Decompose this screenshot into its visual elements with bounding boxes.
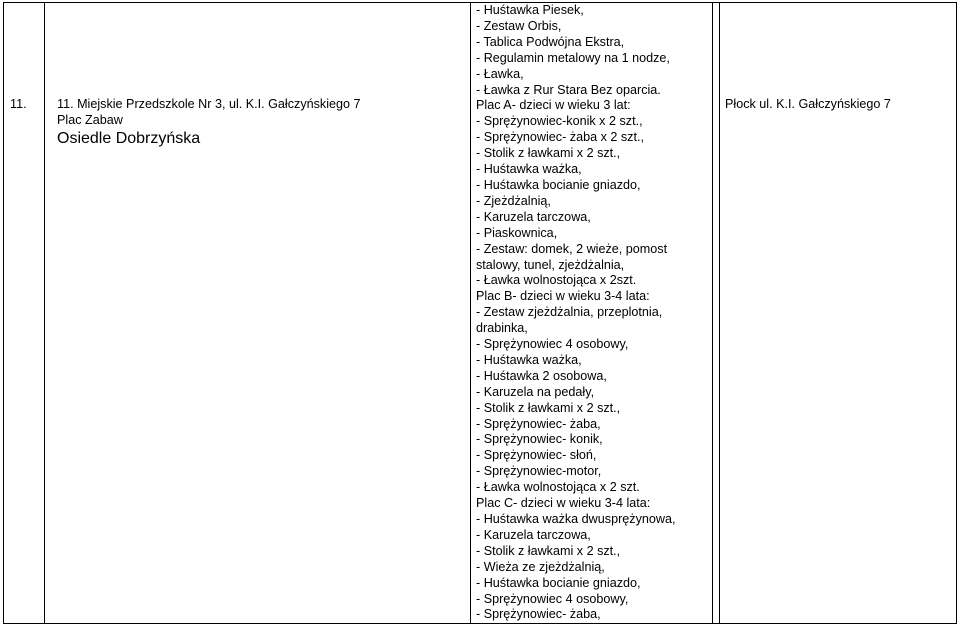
equipment-item: - Regulamin metalowy na 1 nodze, [476, 50, 670, 65]
equipment-item: - Zestaw Orbis, [476, 18, 562, 33]
address-cell [720, 3, 957, 624]
equipment-item: - Sprężynowiec- żaba x 2 szt., [476, 130, 644, 145]
equipment-item: - Zestaw: domek, 2 wieże, pomost [476, 241, 668, 256]
equipment-item: - Huśtawka ważka, [476, 162, 582, 177]
equipment-item: - Huśtawka bocianie gniazdo, [476, 575, 641, 590]
equipment-item: - Ławka wolnostojąca x 2 szt. [476, 480, 640, 495]
equipment-item: - Huśtawka 2 osobowa, [476, 368, 607, 383]
equipment-list [471, 3, 712, 623]
equipment-item: stalowy, tunel, zjeżdżalnia, [476, 257, 625, 272]
equipment-item: - Tablica Podwójna Ekstra, [476, 34, 625, 49]
equipment-item: - Huśtawka Piesek, [476, 3, 584, 17]
equipment-item: - Zestaw zjeżdżalnia, przeplotnia, [476, 305, 663, 320]
equipment-item: - Sprężynowiec- żaba, [476, 607, 601, 622]
equipment-item: - Stolik z ławkami x 2 szt., [476, 543, 621, 558]
institution-name: 11. Miejskie Przedszkole Nr 3, ul. K.I. Gałczyńskiego 7 [57, 97, 361, 111]
equipment-item: - Ławka z Rur Stara Bez oparcia. [476, 82, 661, 97]
spacer-cell [713, 3, 720, 624]
equipment-item: Plac B- dzieci w wieku 3-4 lata: [476, 289, 650, 304]
equipment-item: - Sprężynowiec- konik, [476, 432, 603, 447]
equipment-item: Plac A- dzieci w wieku 3 lat: [476, 98, 631, 113]
lp-cell [4, 3, 45, 624]
equipment-item: - Stolik z ławkami x 2 szt., [476, 146, 621, 161]
equipment-item: - Sprężynowiec 4 osobowy, [476, 591, 629, 606]
equipment-item: - Karuzela tarczowa, [476, 209, 591, 224]
table-row [4, 3, 957, 624]
equipment-item: - Stolik z ławkami x 2 szt., [476, 400, 621, 415]
equipment-item: - Sprężynowiec-motor, [476, 464, 602, 479]
equipment-item: - Huśtawka bocianie gniazdo, [476, 177, 641, 192]
equipment-item: - Karuzela na pedały, [476, 384, 595, 399]
equipment-item: - Karuzela tarczowa, [476, 527, 591, 542]
equipment-item: - Sprężynowiec-konik x 2 szt., [476, 114, 643, 129]
equipment-item: - Ławka wolnostojąca x 2szt. [476, 273, 637, 288]
district-name: Osiedle Dobrzyńska [57, 129, 201, 147]
equipment-item: Plac C- dzieci w wieku 3-4 lata: [476, 496, 651, 511]
facility-type: Plac Zabaw [57, 112, 123, 127]
document-table [3, 2, 957, 624]
name-cell [45, 3, 471, 624]
equipment-item: - Zjeżdżalnią, [476, 193, 551, 208]
equipment-item: - Huśtawka ważka dwusprężynowa, [476, 512, 676, 526]
equipment-item: - Piaskownica, [476, 225, 558, 240]
equipment-item: - Sprężynowiec- słoń, [476, 448, 597, 463]
equipment-cell [471, 3, 713, 624]
equipment-item: - Sprężynowiec- żaba, [476, 416, 601, 431]
row-number: 11. [10, 97, 27, 111]
address-text: Płock ul. K.I. Gałczyńskiego 7 [725, 97, 891, 111]
equipment-item: - Huśtawka ważka, [476, 352, 582, 367]
equipment-item: drabinka, [476, 321, 528, 336]
equipment-item: - Sprężynowiec 4 osobowy, [476, 337, 629, 352]
equipment-item: - Wieża ze zjeżdżalnią, [476, 559, 605, 574]
equipment-item: - Ławka, [476, 66, 524, 81]
